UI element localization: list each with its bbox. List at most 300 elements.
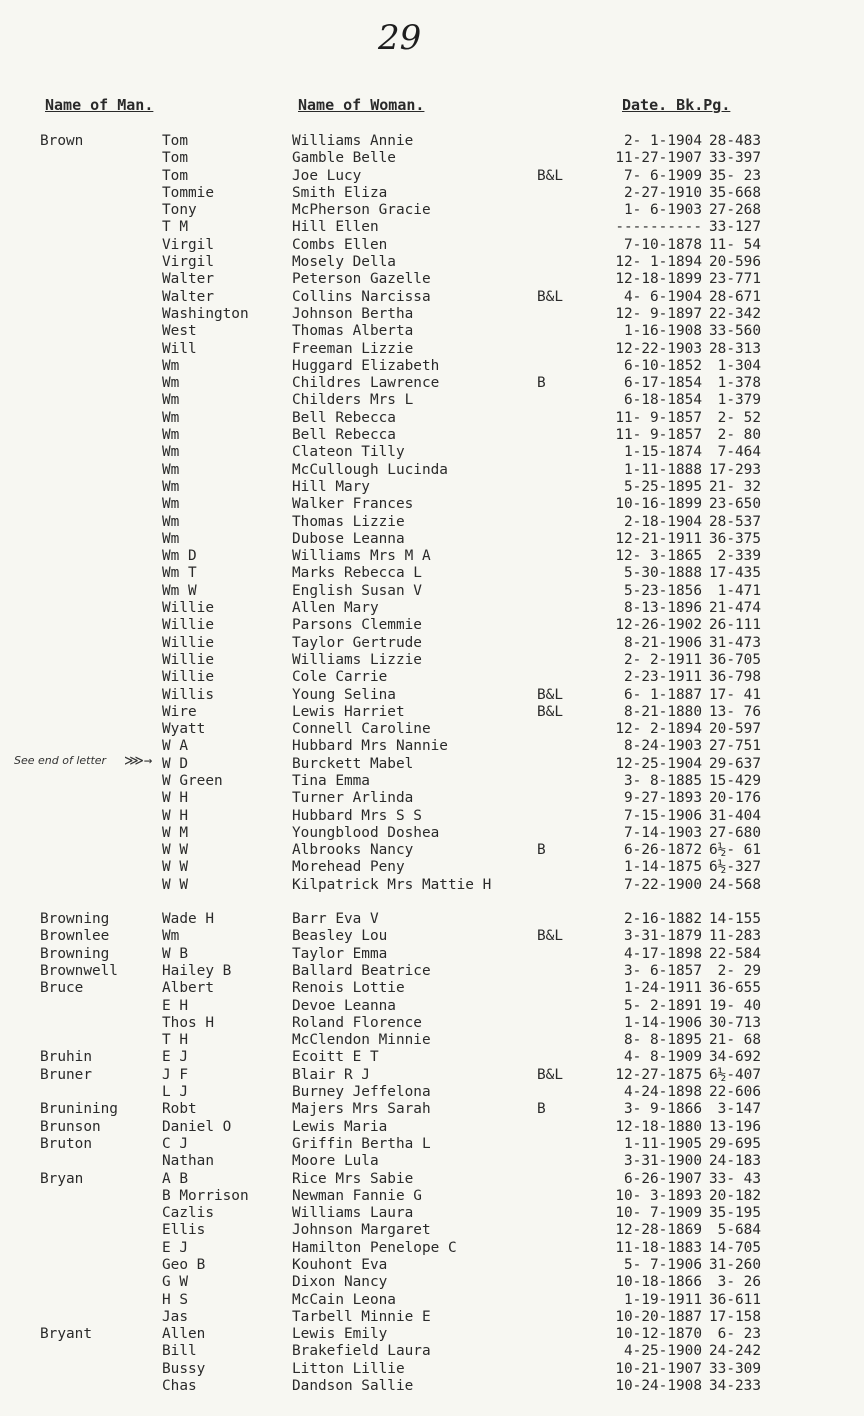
man-given-name: Virgil <box>162 236 214 253</box>
woman-name: Johnson Margaret <box>292 1222 431 1239</box>
man-given-name: Wm <box>162 478 180 495</box>
marriage-date: 6-18-1854 <box>624 392 702 409</box>
woman-name: Bell Rebecca <box>292 409 396 426</box>
table-row <box>0 410 864 427</box>
table-row <box>0 652 864 669</box>
woman-name: Brakefield Laura <box>292 1343 431 1360</box>
woman-name: Beasley Lou <box>292 928 388 945</box>
woman-name: Connell Caroline <box>292 721 431 738</box>
woman-name: McClendon Minnie <box>292 1032 431 1049</box>
marriage-date: 5- 7-1906 <box>624 1257 702 1273</box>
marriage-date: 10-18-1866 <box>615 1274 702 1291</box>
marriage-register-list <box>0 133 864 1395</box>
table-row <box>0 1049 864 1066</box>
man-given-name: B Morrison <box>162 1187 249 1204</box>
table-row <box>0 669 864 686</box>
marriage-date: 12-27-1875 <box>615 1066 702 1083</box>
table-row <box>0 1084 864 1101</box>
marriage-date: 5- 2-1891 <box>624 997 702 1014</box>
book-page-ref: 30-713 <box>709 1014 761 1031</box>
man-given-name: L J <box>162 1084 188 1101</box>
book-page-ref: 13-196 <box>709 1118 761 1135</box>
man-given-name: T M <box>162 219 188 236</box>
record-tag: B <box>537 375 546 392</box>
table-row <box>0 496 864 513</box>
man-given-name: W D <box>162 755 188 772</box>
man-given-name: Wm W <box>162 582 197 599</box>
book-page-ref: 35- 23 <box>709 167 761 184</box>
table-row <box>0 358 864 375</box>
man-surname: Bryant <box>40 1326 92 1343</box>
table-row <box>0 271 864 288</box>
table-row <box>0 1153 864 1170</box>
woman-name: Ballard Beatrice <box>292 962 431 979</box>
man-surname: Bryan <box>40 1170 84 1187</box>
man-given-name: Cazlis <box>162 1205 214 1222</box>
marriage-date: 11- 9-1857 <box>615 409 702 426</box>
book-page-ref: 13- 76 <box>709 703 761 720</box>
marriage-date: 12-26-1902 <box>615 617 702 634</box>
man-given-name: Hailey B <box>162 962 232 979</box>
table-row <box>0 1240 864 1257</box>
book-page-ref: 3-147 <box>717 1101 761 1118</box>
woman-name: Roland Florence <box>292 1014 422 1031</box>
woman-name: Combs Ellen <box>292 236 388 253</box>
table-row <box>0 237 864 254</box>
marriage-date: 6- 1-1887 <box>624 686 702 703</box>
man-given-name: Nathan <box>162 1153 214 1170</box>
woman-name: Freeman Lizzie <box>292 340 414 357</box>
marriage-date: 8- 8-1895 <box>624 1032 702 1049</box>
book-page-ref: 22-342 <box>709 305 761 322</box>
book-page-ref: 17- 41 <box>709 686 761 703</box>
table-row <box>0 1015 864 1032</box>
woman-name: Williams Lizzie <box>292 651 422 668</box>
man-given-name: Washington <box>162 305 249 322</box>
table-row <box>0 514 864 531</box>
man-given-name: Wire <box>162 703 197 720</box>
record-tag: B <box>537 842 546 859</box>
man-given-name: Wm <box>162 928 180 945</box>
table-row <box>0 928 864 945</box>
woman-name: Majers Mrs Sarah <box>292 1101 431 1118</box>
book-page-ref: 33-397 <box>709 150 761 167</box>
man-given-name: W W <box>162 876 188 893</box>
marriage-date: 7-22-1900 <box>624 876 702 893</box>
man-surname: Browning <box>40 911 110 928</box>
man-given-name: Wm <box>162 357 180 374</box>
marriage-date: 12- 1-1894 <box>615 254 702 271</box>
book-page-ref: 1-379 <box>717 392 761 409</box>
book-page-ref: 14-705 <box>709 1239 761 1256</box>
man-given-name: W H <box>162 807 188 824</box>
man-given-name: Albert <box>162 980 214 997</box>
book-page-ref: 33-309 <box>709 1360 761 1377</box>
marriage-date: 6-10-1852 <box>624 357 702 374</box>
woman-name: Peterson Gazelle <box>292 271 431 288</box>
man-given-name: Daniel O <box>162 1118 232 1135</box>
man-given-name: H S <box>162 1291 188 1308</box>
man-given-name: E J <box>162 1239 188 1256</box>
table-row <box>0 756 864 773</box>
woman-name: Collins Narcissa <box>292 288 431 305</box>
table-row <box>0 479 864 496</box>
marriage-date: 12-21-1911 <box>615 530 702 547</box>
man-given-name: Tony <box>162 202 197 219</box>
woman-name: Hubbard Mrs S S <box>292 807 422 824</box>
table-row <box>0 375 864 392</box>
marriage-date: 7-14-1903 <box>624 824 702 841</box>
man-given-name: Robt <box>162 1101 197 1118</box>
marriage-date: 2-18-1904 <box>624 513 702 530</box>
man-given-name: Walter <box>162 288 214 305</box>
book-page-ref: 33-127 <box>709 219 761 236</box>
marriage-date: 2- 2-1911 <box>624 651 702 668</box>
marriage-date: ---------- <box>615 219 702 236</box>
table-row <box>0 790 864 807</box>
book-page-ref: 15-429 <box>709 772 761 789</box>
marriage-date: 4- 8-1909 <box>624 1049 702 1066</box>
table-row <box>0 254 864 271</box>
table-row <box>0 462 864 479</box>
marriage-date: 12-22-1903 <box>615 340 702 357</box>
woman-name: Young Selina <box>292 686 396 703</box>
marriage-date: 12- 2-1894 <box>615 721 702 738</box>
marriage-date: 6-26-1907 <box>624 1170 702 1187</box>
book-page-ref: 6½- 61 <box>709 842 761 859</box>
woman-name: Childers Mrs L <box>292 392 414 409</box>
woman-name: Burney Jeffelona <box>292 1084 431 1101</box>
table-row <box>0 341 864 358</box>
man-given-name: Thos H <box>162 1014 214 1031</box>
book-page-ref: 27-268 <box>709 202 761 219</box>
book-page-ref: 1-471 <box>717 582 761 599</box>
woman-name: Devoe Leanna <box>292 997 396 1014</box>
table-row <box>0 600 864 617</box>
woman-name: Lewis Emily <box>292 1326 388 1343</box>
book-page-ref: 35-668 <box>709 184 761 201</box>
man-surname: Bruhin <box>40 1049 92 1066</box>
table-row <box>0 133 864 150</box>
marriage-date: 10-16-1899 <box>615 496 702 513</box>
woman-name: Hill Ellen <box>292 219 379 236</box>
woman-name: Clateon Tilly <box>292 444 405 461</box>
marriage-date: 4-17-1898 <box>624 945 702 962</box>
man-surname: Bruton <box>40 1135 92 1152</box>
book-page-ref: 35-195 <box>709 1205 761 1222</box>
book-page-ref: 28-483 <box>709 133 761 149</box>
marriage-date: 3- 9-1866 <box>624 1101 702 1118</box>
marriage-date: 9-27-1893 <box>624 790 702 807</box>
book-page-ref: 6½-327 <box>709 859 761 876</box>
woman-name: Dubose Leanna <box>292 530 405 547</box>
marriage-date: 2-27-1910 <box>624 184 702 201</box>
man-given-name: Wm <box>162 444 180 461</box>
book-page-ref: 1-304 <box>717 357 761 374</box>
marriage-date: 11-18-1883 <box>615 1239 702 1256</box>
book-page-ref: 20-596 <box>709 254 761 271</box>
woman-name: Hubbard Mrs Nannie <box>292 738 448 755</box>
marriage-date: 7- 6-1909 <box>624 167 702 184</box>
book-page-ref: 6- 23 <box>717 1326 761 1343</box>
man-given-name: Wm <box>162 427 180 444</box>
man-given-name: Wm <box>162 375 180 392</box>
marriage-date: 4-24-1898 <box>624 1084 702 1101</box>
book-page-ref: 23-771 <box>709 271 761 288</box>
man-given-name: Willie <box>162 600 214 617</box>
header-name-of-man: Name of Man. <box>45 96 154 114</box>
woman-name: Burckett Mabel <box>292 755 414 772</box>
man-given-name: Wm <box>162 392 180 409</box>
book-page-ref: 17-158 <box>709 1308 761 1325</box>
marriage-date: 10- 3-1893 <box>615 1187 702 1204</box>
table-row <box>0 444 864 461</box>
table-row <box>0 1274 864 1291</box>
table-row <box>0 704 864 721</box>
table-row <box>0 583 864 600</box>
marriage-date: 8-24-1903 <box>624 738 702 755</box>
book-page-ref: 2- 29 <box>717 962 761 979</box>
man-given-name: W Green <box>162 772 223 789</box>
table-row <box>0 1361 864 1378</box>
man-given-name: W H <box>162 790 188 807</box>
woman-name: Bell Rebecca <box>292 427 396 444</box>
table-row <box>0 738 864 755</box>
table-row <box>0 1378 864 1395</box>
book-page-ref: 11-283 <box>709 928 761 945</box>
book-page-ref: 29-637 <box>709 755 761 772</box>
marriage-date: 5-23-1856 <box>624 582 702 599</box>
woman-name: Ecoitt E T <box>292 1049 379 1066</box>
table-row <box>0 548 864 565</box>
marriage-date: 12-25-1904 <box>615 755 702 772</box>
man-given-name: J F <box>162 1066 188 1083</box>
marriage-date: 3- 8-1885 <box>624 772 702 789</box>
table-row <box>0 687 864 704</box>
table-row <box>0 998 864 1015</box>
marriage-date: 1-11-1888 <box>624 461 702 478</box>
table-row <box>0 1257 864 1274</box>
book-page-ref: 26-111 <box>709 617 761 634</box>
woman-name: Blair R J <box>292 1066 370 1083</box>
table-row <box>0 1292 864 1309</box>
woman-name: Parsons Clemmie <box>292 617 422 634</box>
book-page-ref: 22-606 <box>709 1084 761 1101</box>
marriage-date: 3- 6-1857 <box>624 962 702 979</box>
marriage-date: 5-25-1895 <box>624 478 702 495</box>
woman-name: McCullough Lucinda <box>292 461 448 478</box>
table-row <box>0 980 864 997</box>
woman-name: Youngblood Doshea <box>292 824 440 841</box>
man-given-name: Willis <box>162 686 214 703</box>
man-given-name: Wm <box>162 496 180 513</box>
record-tag: B&L <box>537 703 563 720</box>
marriage-date: 12- 3-1865 <box>615 548 702 565</box>
marriage-date: 11-27-1907 <box>615 150 702 167</box>
woman-name: Hill Mary <box>292 478 370 495</box>
man-given-name: Will <box>162 340 197 357</box>
man-surname: Bruce <box>40 980 84 997</box>
man-given-name: C J <box>162 1135 188 1152</box>
woman-name: McCain Leona <box>292 1291 396 1308</box>
woman-name: Morehead Peny <box>292 859 405 876</box>
woman-name: Williams Laura <box>292 1205 414 1222</box>
record-tag: B&L <box>537 686 563 703</box>
marriage-date: 10-21-1907 <box>615 1360 702 1377</box>
table-row <box>0 859 864 876</box>
table-row <box>0 1119 864 1136</box>
woman-name: Kouhont Eva <box>292 1257 388 1273</box>
woman-name: Barr Eva V <box>292 911 379 928</box>
book-page-ref: 28-313 <box>709 340 761 357</box>
header-date-book-page: Date. Bk.Pg. <box>622 96 731 114</box>
marriage-date: 2- 1-1904 <box>624 133 702 149</box>
man-surname: Bruner <box>40 1066 92 1083</box>
book-page-ref: 19- 40 <box>709 997 761 1014</box>
book-page-ref: 29-695 <box>709 1135 761 1152</box>
table-row <box>0 531 864 548</box>
man-given-name: W B <box>162 945 188 962</box>
woman-name: Hamilton Penelope C <box>292 1239 457 1256</box>
marriage-date: 1-15-1874 <box>624 444 702 461</box>
man-given-name: W W <box>162 842 188 859</box>
book-page-ref: 6½-407 <box>709 1066 761 1083</box>
table-row <box>0 1067 864 1084</box>
marriage-date: 8-13-1896 <box>624 600 702 617</box>
woman-name: Marks Rebecca L <box>292 565 422 582</box>
book-page-ref: 36-375 <box>709 530 761 547</box>
table-row <box>0 1205 864 1222</box>
woman-name: Gamble Belle <box>292 150 396 167</box>
table-row <box>0 911 864 928</box>
book-page-ref: 21-474 <box>709 600 761 617</box>
book-page-ref: 1-378 <box>717 375 761 392</box>
record-tag: B&L <box>537 288 563 305</box>
man-surname: Browning <box>40 945 110 962</box>
book-page-ref: 33- 43 <box>709 1170 761 1187</box>
woman-name: Litton Lillie <box>292 1360 405 1377</box>
man-given-name: Willie <box>162 634 214 651</box>
marriage-date: 2-23-1911 <box>624 669 702 686</box>
marriage-date: 2-16-1882 <box>624 911 702 928</box>
book-page-ref: 20-176 <box>709 790 761 807</box>
marriage-date: 11- 9-1857 <box>615 427 702 444</box>
woman-name: Taylor Emma <box>292 945 388 962</box>
marriage-date: 1-14-1906 <box>624 1014 702 1031</box>
marriage-date: 12- 9-1897 <box>615 305 702 322</box>
table-row <box>0 219 864 236</box>
book-page-ref: 23-650 <box>709 496 761 513</box>
record-tag: B&L <box>537 1066 563 1083</box>
marriage-date: 3-31-1900 <box>624 1153 702 1170</box>
table-row <box>0 877 864 894</box>
table-row <box>0 1171 864 1188</box>
book-page-ref: 2- 80 <box>717 427 761 444</box>
record-tag: B&L <box>537 167 563 184</box>
record-tag: B <box>537 1101 546 1118</box>
man-surname: Brown <box>40 133 84 149</box>
man-given-name: West <box>162 323 197 340</box>
marriage-date: 6-17-1854 <box>624 375 702 392</box>
man-given-name: Wm D <box>162 548 197 565</box>
book-page-ref: 2-339 <box>717 548 761 565</box>
book-page-ref: 20-182 <box>709 1187 761 1204</box>
woman-name: Johnson Bertha <box>292 305 414 322</box>
woman-name: Joe Lucy <box>292 167 362 184</box>
table-row <box>0 1222 864 1239</box>
record-tag: B&L <box>537 928 563 945</box>
woman-name: Thomas Lizzie <box>292 513 405 530</box>
table-row <box>0 1101 864 1118</box>
book-page-ref: 21- 32 <box>709 478 761 495</box>
woman-name: Childres Lawrence <box>292 375 440 392</box>
marriage-date: 1-14-1875 <box>624 859 702 876</box>
man-given-name: Tommie <box>162 184 214 201</box>
table-row <box>0 168 864 185</box>
book-page-ref: 17-293 <box>709 461 761 478</box>
book-page-ref: 3- 26 <box>717 1274 761 1291</box>
book-page-ref: 24-183 <box>709 1153 761 1170</box>
book-page-ref: 36-798 <box>709 669 761 686</box>
man-surname: Brunson <box>40 1118 101 1135</box>
man-given-name: Ellis <box>162 1222 206 1239</box>
book-page-ref: 31-404 <box>709 807 761 824</box>
woman-name: Thomas Alberta <box>292 323 414 340</box>
table-row <box>0 721 864 738</box>
woman-name: Williams Mrs M A <box>292 548 431 565</box>
marriage-date: 4-25-1900 <box>624 1343 702 1360</box>
marriage-date: 10-20-1887 <box>615 1308 702 1325</box>
man-given-name: Allen <box>162 1326 206 1343</box>
woman-name: Taylor Gertrude <box>292 634 422 651</box>
book-page-ref: 14-155 <box>709 911 761 928</box>
man-given-name: Tom <box>162 150 188 167</box>
table-row <box>0 427 864 444</box>
table-row <box>0 946 864 963</box>
marriage-date: 10- 7-1909 <box>615 1205 702 1222</box>
table-row <box>0 306 864 323</box>
man-given-name: Tom <box>162 167 188 184</box>
book-page-ref: 28-537 <box>709 513 761 530</box>
table-row <box>0 1136 864 1153</box>
woman-name: Allen Mary <box>292 600 379 617</box>
woman-name: Turner Arlinda <box>292 790 414 807</box>
table-row <box>0 635 864 652</box>
woman-name: English Susan V <box>292 582 422 599</box>
book-page-ref: 2- 52 <box>717 409 761 426</box>
table-row <box>0 150 864 167</box>
book-page-ref: 31-260 <box>709 1257 761 1273</box>
man-given-name: Wade H <box>162 911 214 928</box>
table-row <box>0 323 864 340</box>
page-number: 29 <box>378 18 422 58</box>
book-page-ref: 17-435 <box>709 565 761 582</box>
marriage-date: 7-15-1906 <box>624 807 702 824</box>
man-surname: Brownlee <box>40 928 110 945</box>
woman-name: Williams Annie <box>292 133 414 149</box>
woman-name: Griffin Bertha L <box>292 1135 431 1152</box>
book-page-ref: 33-560 <box>709 323 761 340</box>
marriage-date: 3-31-1879 <box>624 928 702 945</box>
marriage-date: 1-24-1911 <box>624 980 702 997</box>
marriage-date: 8-21-1880 <box>624 703 702 720</box>
marriage-date: 12-28-1869 <box>615 1222 702 1239</box>
book-page-ref: 11- 54 <box>709 236 761 253</box>
man-given-name: T H <box>162 1032 188 1049</box>
woman-name: Tarbell Minnie E <box>292 1308 431 1325</box>
table-row <box>0 202 864 219</box>
marriage-date: 1- 6-1903 <box>624 202 702 219</box>
